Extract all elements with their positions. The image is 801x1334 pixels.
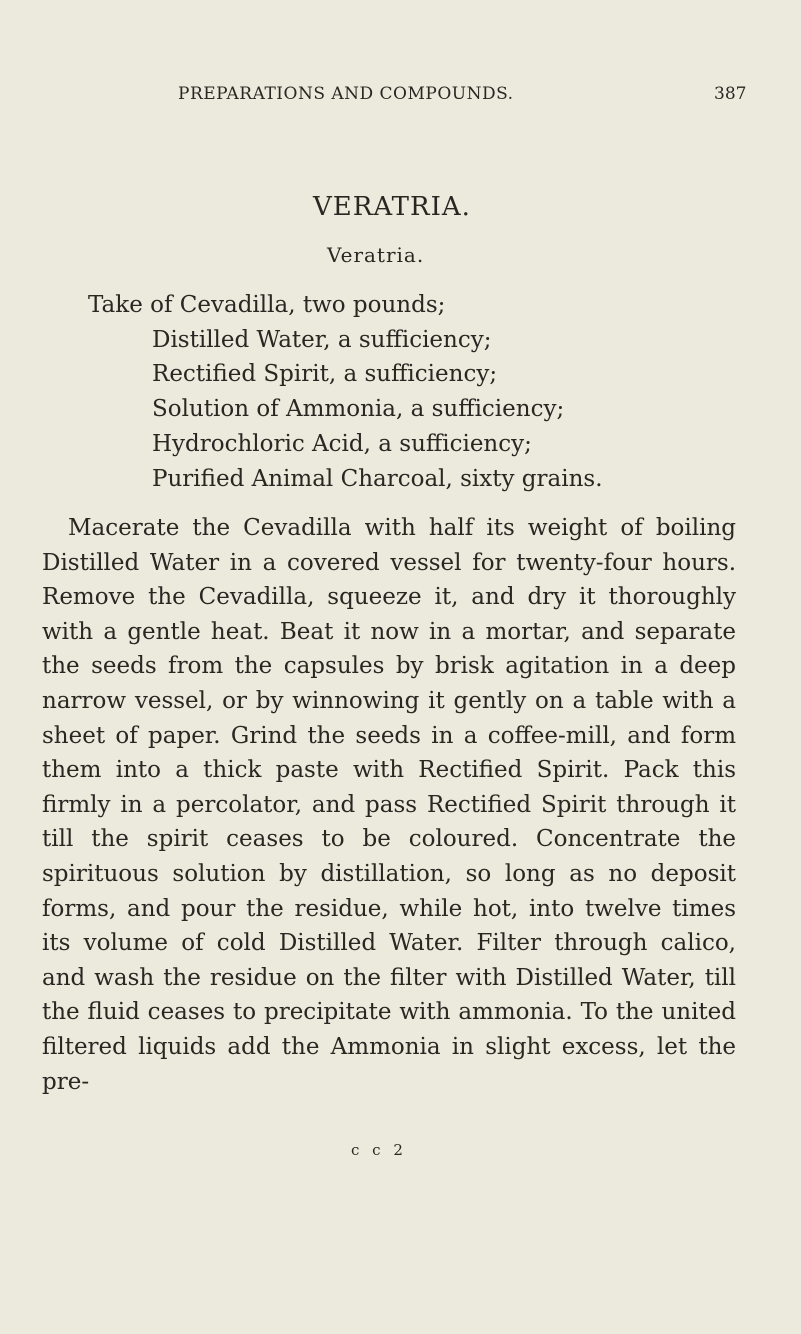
ingredient-item: Purified Animal Charcoal, sixty grains. — [152, 465, 603, 492]
signature-mark: c c 2 — [351, 1141, 407, 1159]
ingredient-item: Hydrochloric Acid, a sufficiency; — [152, 430, 532, 457]
ingredient-item: Distilled Water, a sufficiency; — [152, 326, 492, 353]
ingredient-list — [0, 288, 801, 496]
running-header: PREPARATIONS AND COMPOUNDS. — [178, 84, 514, 104]
ingredient-item: Take of Cevadilla, two pounds; — [88, 292, 446, 318]
section-subtitle: Veratria. — [327, 243, 425, 267]
page-number: 387 — [714, 84, 747, 104]
instructions-paragraph: Macerate the Cevadilla with half its weight of boiling Distilled Water in a covered vessel for twenty-four hours. Remove the Cevadilla, squeeze it, and dry it thoroughly with a gentle heat. Beat it now in a mortar, and separate the seeds from the capsules by brisk agitation in a deep narrow vessel, or by winnowing it gently on a table with a sheet of paper. Grind the seeds in a coffee-mill, and form them into a thick paste with Rectified Spirit. Pack this firmly in a percolator, and pass Rectified Spirit through it till the spirit ceases to be coloured. Concentrate the spirituous solution by distillation, so long as no deposit forms, and pour the residue, while hot, into twelve times its volume of cold Distilled Water. Filter through calico, and wash the residue on the filter with Distilled Water, till the fluid ceases to precipitate with ammonia. To the united filtered liquids add the Ammonia in slight excess, let the pre- — [42, 515, 736, 1095]
ingredient-item: Solution of Ammonia, a sufficiency; — [152, 396, 565, 423]
ingredient-item: Rectified Spirit, a sufficiency; — [152, 361, 498, 388]
section-title: VERATRIA. — [313, 192, 471, 222]
